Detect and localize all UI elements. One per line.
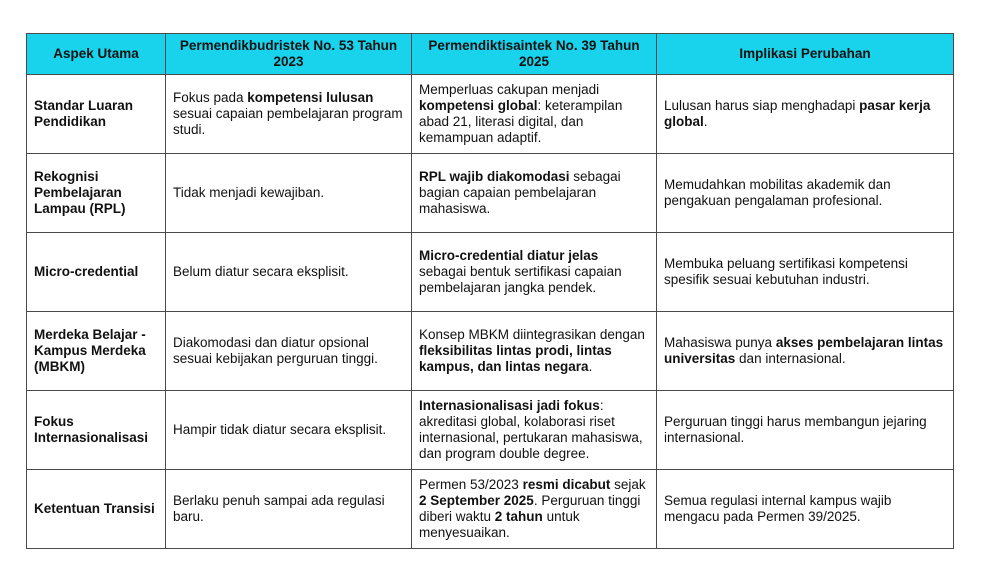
old-regulation-cell xyxy=(166,75,412,154)
aspect-cell: Rekognisi Pembelajaran Lampau (RPL) xyxy=(27,154,166,233)
cell-text: Mahasiswa punya xyxy=(664,335,776,350)
cell-text: sejak xyxy=(610,477,646,492)
old-regulation-cell xyxy=(166,391,412,470)
table-row xyxy=(27,391,954,470)
implication-cell xyxy=(657,312,954,391)
emphasis-text: Micro-credential diatur jelas xyxy=(419,248,599,263)
header-implikasi-perubahan: Implikasi Perubahan xyxy=(657,34,954,75)
table-row xyxy=(27,470,954,549)
cell-text: untuk menyesuaikan. xyxy=(419,509,580,540)
aspect-cell: Fokus Internasionalisasi xyxy=(27,391,166,470)
cell-text: Perguruan tinggi harus membangun jejaring internasional. xyxy=(664,414,927,445)
emphasis-text: pasar kerja global xyxy=(664,98,931,129)
emphasis-text: Internasionalisasi jadi fokus xyxy=(419,398,600,413)
header-permendikbudristek-53: Permendikbudristek No. 53 Tahun 2023 xyxy=(166,34,412,75)
new-regulation-cell xyxy=(412,470,657,549)
emphasis-text: fleksibilitas lintas prodi, lintas kampus, dan lintas negara xyxy=(419,343,612,374)
implication-cell xyxy=(657,391,954,470)
table-row xyxy=(27,312,954,391)
old-regulation-cell xyxy=(166,154,412,233)
cell-text: Berlaku penuh sampai ada regulasi baru. xyxy=(173,493,385,524)
cell-text: sebagai bentuk sertifikasi capaian pembelajaran jangka pendek. xyxy=(419,264,622,295)
cell-text: . xyxy=(703,114,708,129)
regulation-comparison-table xyxy=(26,33,954,549)
header-aspek-utama: Aspek Utama xyxy=(27,34,166,75)
aspect-cell: Standar Luaran Pendidikan xyxy=(27,75,166,154)
cell-text: sesuai capaian pembelajaran program studi. xyxy=(173,106,403,137)
emphasis-text: 2 tahun xyxy=(494,509,543,524)
table-body xyxy=(27,75,954,549)
cell-text: Diakomodasi dan diatur opsional sesuai kebijakan perguruan tinggi. xyxy=(173,335,378,366)
cell-text: Hampir tidak diatur secara eksplisit. xyxy=(173,422,387,437)
table-row xyxy=(27,75,954,154)
aspect-cell: Ketentuan Transisi xyxy=(27,470,166,549)
table-row xyxy=(27,154,954,233)
cell-text: Semua regulasi internal kampus wajib mengacu pada Permen 39/2025. xyxy=(664,493,892,524)
emphasis-text: kompetensi global xyxy=(419,98,538,113)
aspect-cell: Merdeka Belajar - Kampus Merdeka (MBKM) xyxy=(27,312,166,391)
cell-text: : akreditasi global, kolaborasi riset internasional, pertukaran mahasiswa, dan program double degree. xyxy=(419,398,643,461)
emphasis-text: resmi dicabut xyxy=(522,477,611,492)
emphasis-text: 2 September 2025 xyxy=(419,493,534,508)
header-permendiktisaintek-39: Permendiktisaintek No. 39 Tahun 2025 xyxy=(412,34,657,75)
implication-cell xyxy=(657,154,954,233)
cell-text: . xyxy=(588,359,593,374)
cell-text: dan internasional. xyxy=(735,351,846,366)
aspect-cell: Micro-credential xyxy=(27,233,166,312)
cell-text: Permen 53/2023 xyxy=(419,477,523,492)
cell-text: Membuka peluang sertifikasi kompetensi spesifik sesuai kebutuhan industri. xyxy=(664,256,908,287)
cell-text: Fokus pada xyxy=(173,90,248,105)
new-regulation-cell xyxy=(412,233,657,312)
old-regulation-cell xyxy=(166,233,412,312)
emphasis-text: kompetensi lulusan xyxy=(247,90,374,105)
cell-text: Memudahkan mobilitas akademik dan pengakuan pengalaman profesional. xyxy=(664,177,891,208)
cell-text: sebagai bagian capaian pembelajaran mahasiswa. xyxy=(419,169,621,216)
new-regulation-cell xyxy=(412,391,657,470)
old-regulation-cell xyxy=(166,470,412,549)
new-regulation-cell xyxy=(412,75,657,154)
implication-cell xyxy=(657,470,954,549)
cell-text: Lulusan harus siap menghadapi xyxy=(664,98,860,113)
table-row xyxy=(27,233,954,312)
table-header xyxy=(27,34,954,75)
old-regulation-cell xyxy=(166,312,412,391)
cell-text: Tidak menjadi kewajiban. xyxy=(173,185,325,200)
header-row xyxy=(27,34,954,75)
cell-text: Konsep MBKM diintegrasikan dengan xyxy=(419,327,645,342)
new-regulation-cell xyxy=(412,154,657,233)
cell-text: Memperluas cakupan menjadi xyxy=(419,82,600,97)
emphasis-text: RPL wajib diakomodasi xyxy=(419,169,570,184)
cell-text: . Perguruan tinggi diberi waktu xyxy=(419,493,641,524)
cell-text: : keterampilan abad 21, literasi digital, dan kemampuan adaptif. xyxy=(419,98,623,145)
implication-cell xyxy=(657,75,954,154)
emphasis-text: akses pembelajaran lintas universitas xyxy=(664,335,944,366)
new-regulation-cell xyxy=(412,312,657,391)
implication-cell xyxy=(657,233,954,312)
cell-text: Belum diatur secara eksplisit. xyxy=(173,264,349,279)
